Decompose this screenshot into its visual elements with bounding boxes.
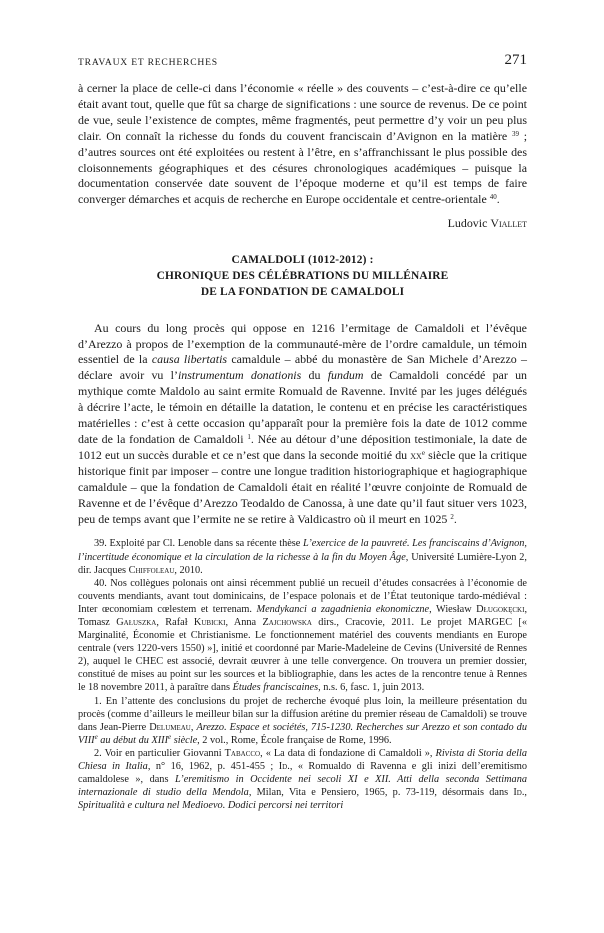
article-title-line: CAMALDOLI (1012-2012) :: [231, 254, 374, 267]
text-run: siècle que la critique historique finit par imposer – contre une longue tradition historiographique et hagiographique camaldule – que la fondation de Camaldoli était en réalité l’œuvre conjointe de Romuald de Ravenne et de l’évêque d’Arezzo Teodaldo de Canossa, à une date qu’il faut situer vers 1023, peu de temps avant que l’ermite ne se retire à Valdicastro où il meurt en 1025: [78, 447, 527, 526]
running-head: TRAVAUX ET RECHERCHES: [78, 57, 218, 68]
text-run: de Camaldoli concédé par un mythique comte Maldolo au saint ermite Romuald de Ravenne. Invité par les juges délégués à décrire l’acte, le témoin en détaille la datation, le contenu et en précise les caractéristiques matérielles : c’est à cette occasion qu’apparaît pour la première fois la date de 1012 comme date de la fondation de Camaldoli: [78, 368, 528, 446]
superscript: e: [94, 732, 98, 741]
footnote-1: [78, 695, 527, 747]
text-run: , « La data di fondazione di Camaldoli »,: [260, 747, 436, 759]
footnote-39: [78, 537, 527, 576]
smallcaps-run: Chiffoleau: [128, 564, 175, 576]
italic-run: siècle: [171, 734, 198, 746]
text-run: , Rafał: [156, 616, 194, 628]
author-signature: [78, 215, 527, 231]
footnotes: [78, 537, 527, 812]
article-title: [78, 253, 527, 300]
smallcaps-run: Delumeau: [149, 721, 191, 733]
text-run: à cerner la place de celle-ci dans l’économie « réelle » des couvents – c’est-à-dire ce qu’elle était avant tout, quelle que fût sa charge de significations : une source de revenus. De ce point de vue, seule l’existence de comptes, même fragmentés, peut permettre d’y voir un peu plus clair. On connaît la richesse du fonds du couvent franciscain d’Avignon en la matière: [78, 81, 527, 143]
italic-run: Rivista di Storia della Chiesa in Italia: [78, 747, 528, 773]
italic-run: Mendykanci a zagadnienia ekonomiczne: [256, 603, 430, 615]
text-run: Au cours du long procès qui oppose en 1216 l’ermitage de Camaldoli et l’évêque d’Arezzo à propos de l’exemption de la communauté-mère de l’ordre camaldule, un témoin essentiel de la: [78, 320, 527, 367]
text-run: ,: [524, 787, 527, 799]
body-paragraph: [78, 321, 527, 528]
italic-run: L’eremitismo in Occidente nei secoli XI e XII. Atti della seconda Settimana internazionale di studio della Mendola: [78, 774, 527, 799]
article-title-line: CHRONIQUE DES CÉLÉBRATIONS DU MILLÉNAIRE: [156, 270, 449, 283]
smallcaps-run: Tabacco: [224, 747, 261, 759]
text-run: , Anna: [225, 616, 263, 628]
text-run: .: [453, 511, 457, 526]
page-header: [78, 52, 527, 72]
author-last-name: Viallet: [490, 216, 527, 231]
italic-run: L’exercice de la pauvreté. Les franciscains d’Avignon, l’incertitude économique et la circulation de la richesse à la fin du Moyen Âge: [78, 538, 527, 563]
text-run: dirs., Cracovie, 2011. Le projet MARGEC [« Marginalité, Économie et Christianisme. Le fonctionnement matériel des couvents mendiants en Europe centrale (vers 1220-vers 1550) »], initié et coordonné par Marie-Madeleine de Cevins (Université de Rennes 2), auquel le CHEC est associé, devrait œuvrer à une telle convergence. On trouvera un premier dossier, constitué de mises au point sur les sources et la bibliographie, dans les actes de la rencontre tenue à Rennes le 18 novembre 2011, à paraître dans: [78, 616, 528, 694]
italic-run: fundum: [327, 368, 364, 383]
footnote-ref-39[interactable]: 39: [511, 129, 519, 138]
footnote-ref-1[interactable]: 1: [247, 432, 251, 441]
text-run: , n.s. 6, fasc. 1, juin 2013.: [318, 682, 425, 694]
italic-run: Études franciscaines: [232, 682, 319, 694]
article-title-line: DE LA FONDATION DE CAMALDOLI: [200, 285, 405, 298]
author-first-name: Ludovic: [447, 216, 488, 231]
italic-run: Spiritualità e cultura nel Medioevo. Dodici percorsi nei territori: [78, 800, 344, 812]
page-number: 271: [504, 52, 527, 68]
text-run: , 2 vol., Rome, École française de Rome, 1996.: [197, 734, 392, 746]
text-run: 1. En l’attente des conclusions du projet de recherche évoqué plus loin, la meilleure présentation du procès (comme d’ailleurs le meilleur bilan sur la diffusion arétine du premier réseau de Camaldoli) se trouve dans Jean-Pierre: [78, 695, 527, 733]
italic-run: Arezzo. Espace et sociétés, 715-1230. Recherches sur Arezzo et son contado du VIII: [78, 721, 527, 746]
text-run: , Wiesław: [429, 603, 477, 615]
smallcaps-run: Id.: [278, 761, 290, 773]
text-run: .: [496, 192, 500, 207]
text-run: 39. Exploité par Cl. Lenoble dans sa récente thèse: [94, 538, 303, 550]
text-run: . Née au détour d’une déposition testimoniale, la date de 1012 eut un succès durable et ce n’est que dans la seconde moitié du: [78, 431, 528, 462]
italic-run: au début du XIII: [97, 734, 169, 746]
text-run: 2. Voir en particulier Giovanni: [94, 747, 225, 759]
intro-paragraph: [78, 81, 527, 208]
text-run: 40. Nos collègues polonais ont ainsi récemment publié un recueil d’études consacrées à l’économie de couvents mendiants, avant tout dominicains, de l’espace polonais et de l’État teutonique tardo-médiéval : Inter œconomiam cœlestem et terrenam.: [78, 577, 527, 615]
century-numeral: xx: [410, 447, 422, 462]
text-run: du: [301, 368, 328, 383]
smallcaps-run: Zajchowska: [262, 616, 312, 628]
text-run: , n° 16, 1962, p. 451-455 ;: [147, 761, 279, 773]
text-run: ,: [190, 721, 197, 733]
text-run: camaldule – abbé du monastère de San Michele d’Arezzo – déclare avoir vu l’: [78, 352, 527, 383]
footnote-2: [78, 747, 527, 812]
text-run: , Université Lumière-Lyon 2, dir. Jacques: [78, 551, 527, 576]
superscript: e: [168, 732, 172, 741]
text-run: , Milan, Vita e Pensiero, 1965, p. 73-119, désormais dans: [248, 787, 514, 799]
smallcaps-run: Długokęcki: [476, 603, 525, 615]
text-run: , « Romualdo di Ravenna e gli inizi dell’eremitismo camaldolese », dans: [78, 761, 527, 786]
footnote-ref-2[interactable]: 2: [450, 512, 454, 521]
text-run: , Tomasz: [78, 603, 528, 628]
smallcaps-run: Id.: [513, 787, 525, 799]
text-run: , 2010.: [174, 564, 203, 576]
page-content: [78, 81, 527, 812]
italic-run: instrumentum donationis: [177, 368, 302, 383]
text-run: ; d’autres sources ont été exploitées ou restent à l’être, en s’affranchissant le plus possible des cloisonnements géographiques et des césures chronologiques académiques – puisque la documentation conservée date souvent de l’époque moderne et qu’il est temps de faire converger démarches et acquis de recherche en Europe occidentale et centre-orientale: [78, 128, 528, 207]
footnote-ref-40[interactable]: 40: [489, 193, 497, 202]
smallcaps-run: Gałuszka: [116, 616, 157, 628]
footnote-40: [78, 577, 527, 695]
italic-run: causa libertatis: [151, 352, 228, 367]
superscript: e: [421, 448, 425, 457]
smallcaps-run: Kubicki: [193, 616, 226, 628]
